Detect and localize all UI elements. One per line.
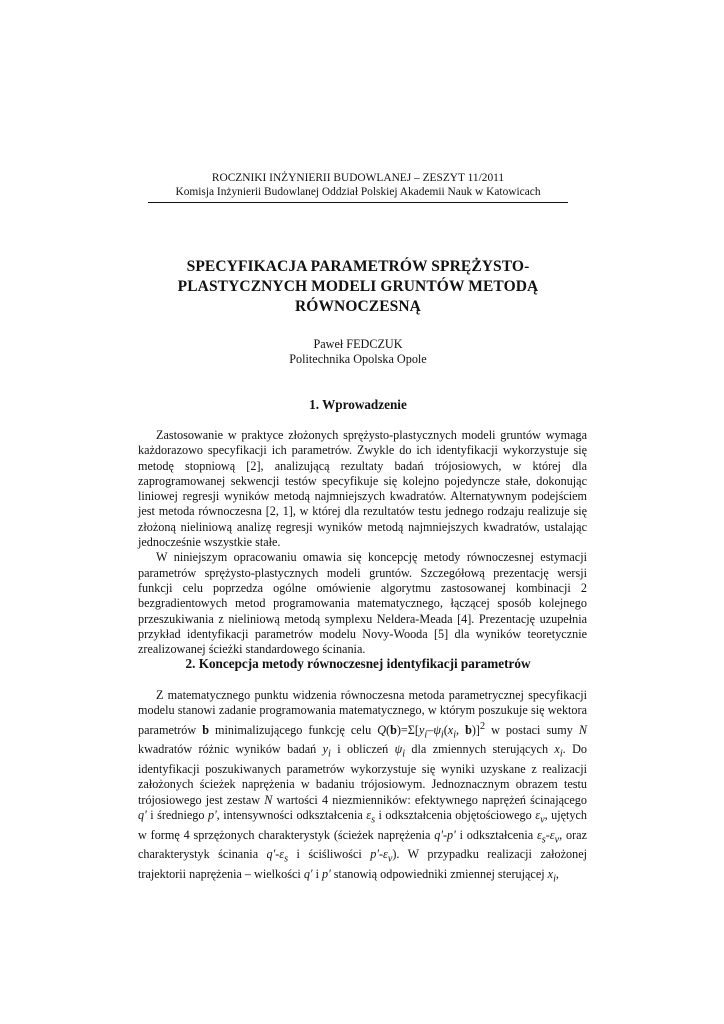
author-block [148,337,568,367]
section-1-body [138,428,587,657]
running-header [148,171,568,199]
section-1-heading: 1. Wprowadzenie [309,397,407,412]
section-2-heading: 2. Koncepcja metody równoczesnej identyfikacji parametrów [185,656,531,671]
section-2-body [138,688,587,887]
header-divider [148,202,568,203]
paper-title [148,257,568,317]
journal-title: ROCZNIKI INŻYNIERII BUDOWLANEJ – ZESZYT 11/2011 [211,172,505,184]
section-1-paragraph-1: Zastosowanie w praktyce złożonych sprężysto-plastycznych modeli gruntów wymaga każdorazowo specyfikacji ich parametrów. Zwykle do ich identyfikacji wykorzystuje się metodę stopniową [2], analizującą rezultaty badań trójosiowych, w której dla zaprogramowanej sekwencji testów specyfikuje się kolejno pojedyncze stałe, dokonując liniowej regresji wyników metodą najmniejszych kwadratów. Alternatywnym podejściem jest metoda równoczesna [2, 1], w której dla rezultatów testu jednego rodzaju realizuje się złożoną nieliniową analizę regresji wyników metodą najmniejszych kwadratów, ustalając jednocześnie wszystkie stałe. [138,428,587,550]
journal-committee: Komisja Inżynierii Budowlanej Oddział Polskiej Akademii Nauk w Katowicach [175,186,541,198]
title-line-3: RÓWNOCZESNĄ [295,298,421,315]
author-name: Paweł FEDCZUK [313,337,403,351]
section-1-paragraph-2: W niniejszym opracowaniu omawia się koncepcję metody równoczesnej estymacji parametrów sprężysto-plastycznych modeli gruntów. Szczegółową prezentację wersji funkcji celu poprzedza ogólne omówienie algorytmu zastosowanej kombinacji 2 bezgradientowych metod programowania matematycznego, łączącej sposób kolejnego przeszukiwania z nieliniową metodą symplexu Neldera-Meada [4]. Prezentację uzupełnia przykład identyfikacji parametrów modelu Novy-Wooda [5] dla wyników teoretycznie zrealizowanej ścieżki standardowego ścinania. [138,550,587,657]
author-affiliation: Politechnika Opolska Opole [289,352,427,366]
section-2-paragraph-1: Z matematycznego punktu widzenia równoczesna metoda parametrycznej specyfikacji modelu stanowi zadanie programowania matematycznego, w którym poszukuje się wektora parametrów b minimalizującego funkcję celu $Q(b)=\Sigma[y_i-\psi_i(x_i$, b)]$^2$ w postaci sumy N kwadratów różnic wyników badań $y_i$ i obliczeń $\psi_i$ dla zmiennych sterujących $x_i$. Do identyfikacji poszukiwanych parametrów wykorzystuje się wyniki uzyskane z realizacji założonych ścieżek naprężenia w badaniu trójosiowym. Jednoznacznym obrazem testu trójosiowego jest zestaw N wartości 4 niezmienników: efektywnego naprężeń ścinającego q' i średniego p', intensywności odkształcenia $\varepsilon_s$ i odkształcenia objętościowego $\varepsilon_v$, ujętych w formę 4 sprzężonych charakterystyk (ścieżek naprężenia q'-p' i odkształcenia $\varepsilon_s-\varepsilon_v$, oraz charakterystyk ścinania $q'-\varepsilon_s$ i ściśliwości $p'-\varepsilon_v$). W przypadku realizacji założonej trajektorii naprężenia – wielkości q' i p' stanowią odpowiedniki zmiennej sterującej $x_i$, [138,688,588,885]
title-line-1: SPECYFIKACJA PARAMETRÓW SPRĘŻYSTO- [186,258,530,275]
title-line-2: PLASTYCZNYCH MODELI GRUNTÓW METODĄ [177,278,539,295]
